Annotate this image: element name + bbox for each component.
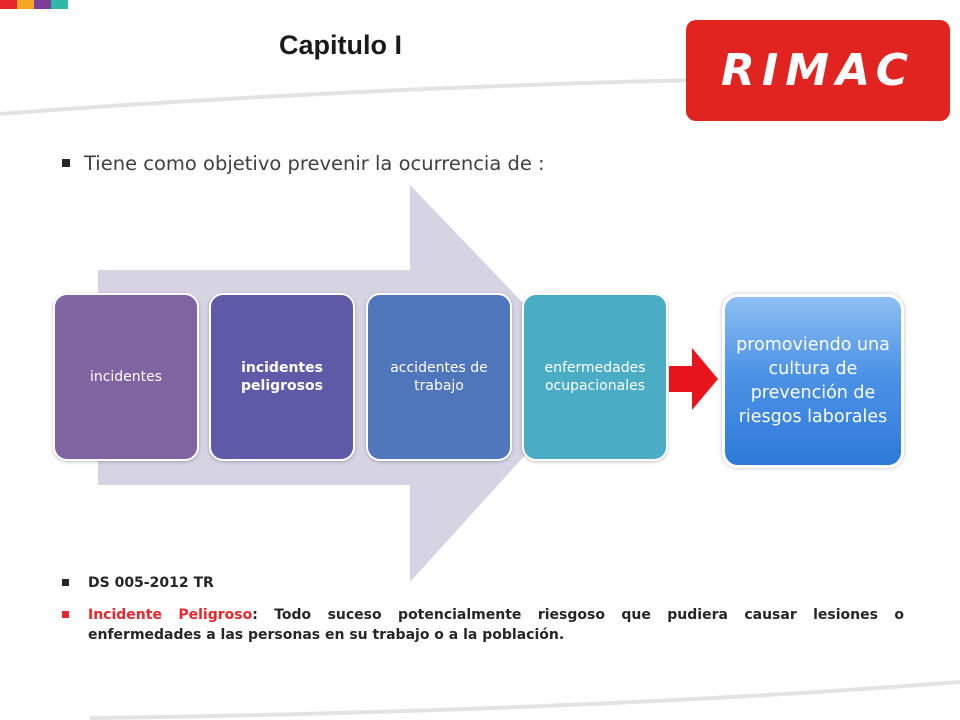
step-label: incidentes peligrosos bbox=[241, 359, 323, 394]
intro-bullet-text: Tiene como objetivo prevenir la ocurrencia de : bbox=[84, 152, 545, 175]
definition-term: Incidente Peligroso bbox=[88, 607, 253, 623]
slide-title: Capitulo I bbox=[279, 30, 402, 60]
step-label: accidentes de trabajo bbox=[390, 359, 488, 394]
definition-text: : Todo suceso potencialmente riesgoso que pudiera causar lesiones o enfermedades a las personas en su trabajo o a la población. bbox=[88, 607, 905, 643]
step-label: enfermedades ocupacionales bbox=[544, 359, 646, 394]
result-text: promoviendo una cultura de prevención de riesgos laborales bbox=[736, 334, 890, 428]
step-label: incidentes bbox=[89, 368, 163, 385]
logo-text: RIMAC bbox=[720, 45, 916, 96]
sub-bullet-text: DS 005-2012 TR bbox=[88, 575, 214, 591]
